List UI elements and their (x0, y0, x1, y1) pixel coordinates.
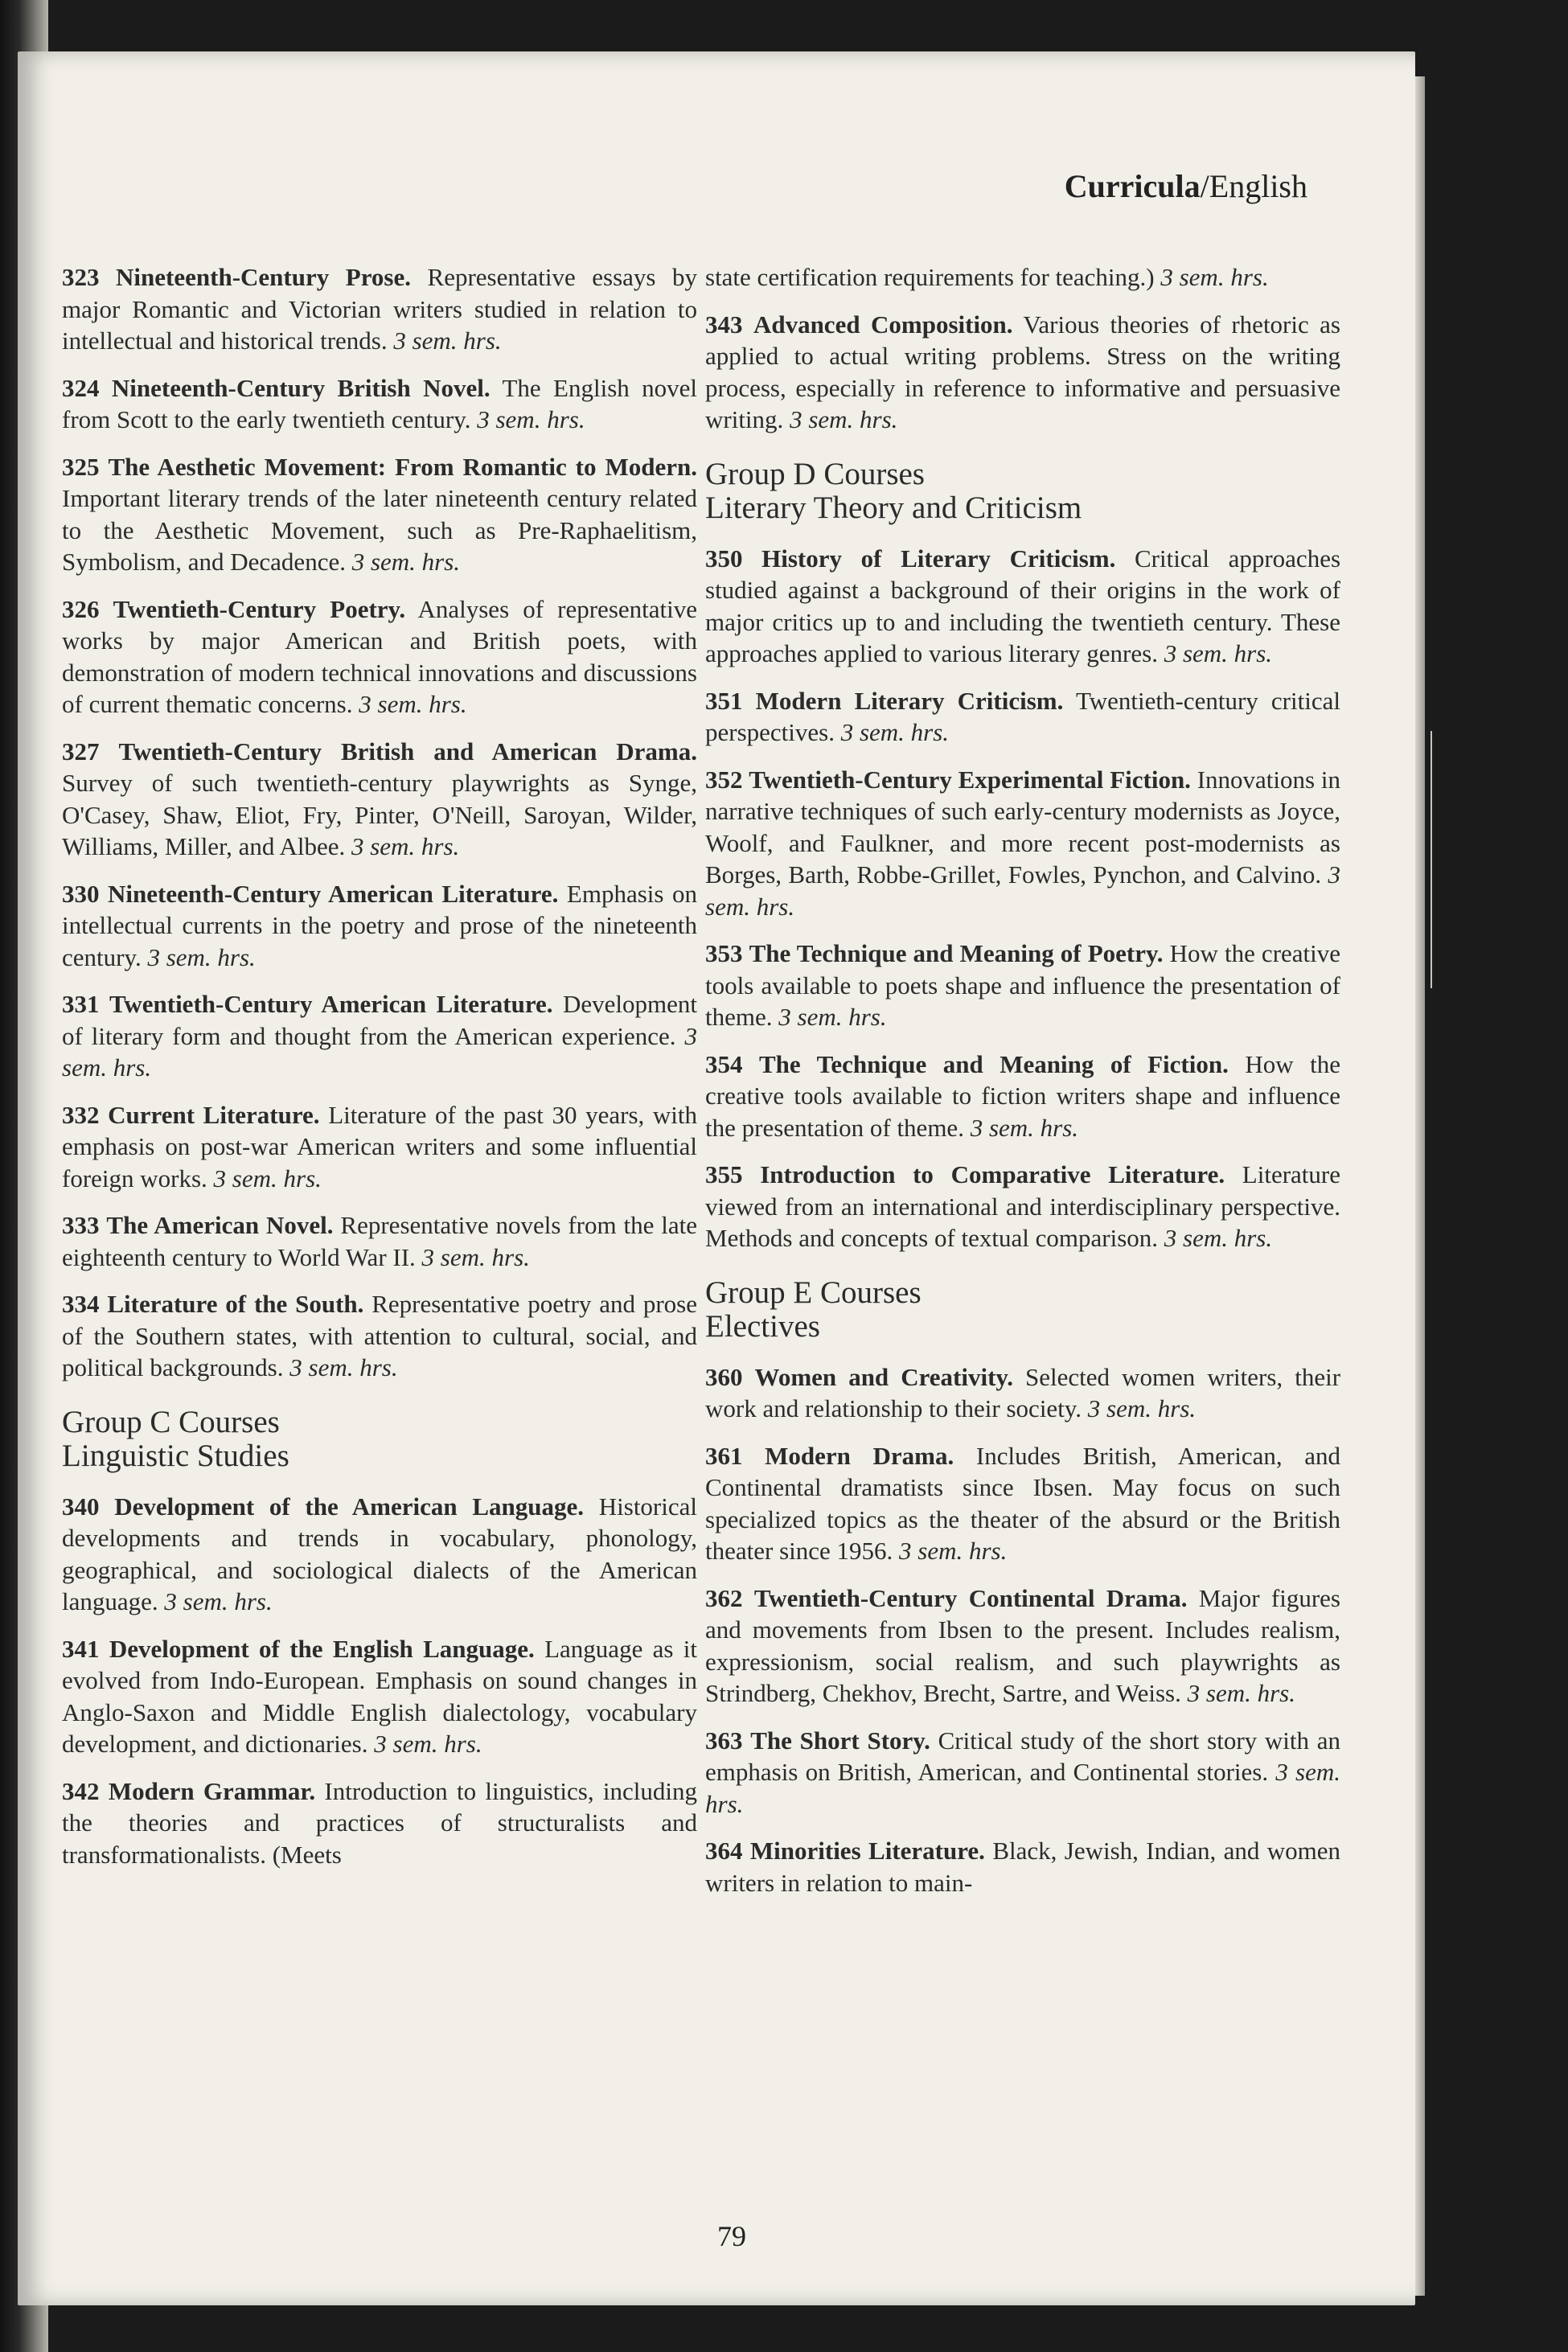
course-number: 353 (705, 939, 743, 967)
course-title: The American Novel. (106, 1211, 334, 1239)
course-number: 363 (705, 1726, 743, 1755)
course-hours: 3 sem. hrs. (289, 1353, 398, 1381)
course-hours: 3 sem. hrs. (164, 1587, 273, 1615)
course-entry (705, 1835, 1340, 1898)
course-number: 342 (62, 1776, 100, 1805)
course-number: 354 (705, 1049, 743, 1078)
course-entry (705, 1582, 1340, 1710)
group-heading-line2: Electives (705, 1308, 820, 1344)
course-entry (62, 1633, 697, 1760)
course-description: Black, Jewish, Indian, and women writers in relation to main- (705, 1837, 1340, 1897)
course-title: Introduction to Comparative Literature. (760, 1160, 1225, 1188)
course-number: 325 (62, 452, 100, 481)
course-hours: 3 sem. hrs. (351, 832, 460, 860)
group-heading-line1: Group E Courses (705, 1275, 922, 1310)
course-description: Important literary trends of the later nineteenth century related to the Aesthetic Movement, such as Pre-Raphaelitism, Symbolism, and Decadence. (62, 484, 697, 576)
course-entry (62, 1099, 697, 1195)
group-heading-line1: Group C Courses (62, 1404, 280, 1439)
course-description: Literature viewed from an international and interdisciplinary perspective. Methods and concepts of textual comparison. (705, 1160, 1340, 1252)
course-description: Representative novels from the late eighteenth century to World War II. (62, 1211, 698, 1271)
course-hours: 3 sem. hrs. (421, 1242, 530, 1271)
group-heading (705, 458, 1340, 525)
course-entry (705, 938, 1340, 1033)
course-number: 361 (705, 1441, 743, 1470)
course-description: Introduction to linguistics, including the theories and practices of structuralists and transformationalists. (Meets (62, 1776, 698, 1869)
course-number: 362 (705, 1583, 743, 1612)
course-hours: 3 sem. hrs. (351, 548, 461, 576)
course-description: Includes British, American, and Continental dramatists since Ibsen. May focus on such specialized topics as the theater of the absurd or the British theater since 1956. (705, 1441, 1341, 1565)
course-title: Women and Creativity. (754, 1362, 1013, 1391)
course-entry (705, 1361, 1340, 1425)
course-entry (62, 1209, 697, 1273)
course-number: 333 (62, 1211, 100, 1239)
course-entry (705, 1049, 1340, 1144)
course-description: Major figures and movements from Ibsen to the present. Includes realism, expressionism, social realism, and such playwrights as Strindberg, Chekhov, Brecht, Sartre, and Weiss. (705, 1583, 1340, 1707)
course-entry (62, 593, 697, 720)
course-number: 326 (62, 594, 100, 623)
course-hours: 3 sem. hrs. (899, 1537, 1008, 1565)
course-hours: 3 sem. hrs. (477, 405, 585, 433)
course-number: 340 (62, 1492, 100, 1521)
course-hours: 3 sem. hrs. (790, 405, 898, 433)
course-title: Twentieth-Century Continental Drama. (753, 1583, 1188, 1612)
group-heading (705, 1276, 1340, 1344)
course-number: 350 (705, 544, 743, 573)
course-description: Selected women writers, their work and relationship to their society. (705, 1362, 1341, 1422)
course-entry (705, 1725, 1340, 1820)
page-edge (1415, 76, 1425, 2296)
page-number: 79 (717, 2220, 746, 2252)
course-number: 331 (62, 990, 100, 1018)
course-description: Innovations in narrative techniques of such early-century modernists as Joyce, Woolf, and Faulkner, and more recent post-modernists as Borges, Barth, Robbe-Grillet, Fowles, Pynchon, and Calvino. (705, 765, 1340, 889)
running-header: Curricula/English (1064, 168, 1307, 204)
course-description: Historical developments and trends in vocabulary, phonology, geographical, and sociological dialects of the American language. (62, 1492, 697, 1615)
course-entry (705, 261, 1340, 293)
course-number: 343 (705, 310, 743, 339)
course-hours: 3 sem. hrs. (705, 1758, 1341, 1818)
group-heading (62, 1406, 697, 1473)
course-title: The Aesthetic Movement: From Romantic to Modern. (108, 452, 697, 481)
course-title: The Technique and Meaning of Fiction. (758, 1049, 1229, 1078)
course-number: 332 (62, 1100, 100, 1129)
course-description: Analyses of representative works by major American and British poets, with demonstration of modern technical innovations and discussions of current thematic concerns. (62, 594, 697, 718)
course-hours: 3 sem. hrs. (1160, 263, 1269, 291)
margin-mark (1430, 731, 1432, 988)
course-hours: 3 sem. hrs. (1164, 639, 1273, 667)
course-description: state certification requirements for teaching.) (705, 263, 1155, 291)
group-heading-line2: Linguistic Studies (62, 1438, 289, 1473)
course-description: Language as it evolved from Indo-European. Emphasis on sound changes in Anglo-Saxon and Middle English dialectology, vocabulary development, and dictionaries. (62, 1634, 698, 1758)
course-title: Modern Drama. (765, 1441, 954, 1470)
course-title: Nineteenth-Century Prose. (116, 263, 411, 291)
course-title: Advanced Composition. (753, 310, 1013, 339)
course-hours: 3 sem. hrs. (840, 718, 950, 746)
course-number: 364 (705, 1837, 743, 1865)
header-section: Curricula (1064, 168, 1201, 204)
course-entry (62, 1491, 697, 1618)
course-entry (62, 1775, 697, 1871)
course-title: Modern Grammar. (108, 1776, 316, 1805)
course-hours: 3 sem. hrs. (1087, 1394, 1197, 1422)
course-hours: 3 sem. hrs. (970, 1113, 1079, 1142)
course-title: Twentieth-Century British and American Drama. (118, 737, 697, 766)
course-description: Literature of the past 30 years, with emphasis on post-war American writers and some influential foreign works. (62, 1100, 697, 1192)
course-entry (705, 1440, 1340, 1567)
course-number: 324 (62, 373, 100, 402)
course-description: Critical approaches studied against a background of their origins in the work of major critics up to and including the twentieth century. These approaches applied to various literary genres. (705, 544, 1341, 667)
course-description: Survey of such twentieth-century playwrights as Synge, O'Casey, Shaw, Eliot, Fry, Pinter, O'Neill, Saroyan, Wilder, Williams, Miller, and Albee. (62, 769, 697, 860)
course-description: Various theories of rhetoric as applied to actual writing problems. Stress on the writing process, especially in reference to informative and persuasive writing. (705, 310, 1340, 433)
course-title: Twentieth-Century Poetry. (113, 594, 406, 623)
group-heading-line1: Group D Courses (705, 456, 925, 491)
course-entry (705, 309, 1340, 436)
course-description: How the creative tools available to poets shape and influence the presentation of theme. (705, 939, 1341, 1031)
course-hours: 3 sem. hrs. (62, 1021, 697, 1082)
course-hours: 3 sem. hrs. (778, 1003, 887, 1031)
course-title: Nineteenth-Century American Literature. (108, 879, 559, 908)
course-hours: 3 sem. hrs. (359, 690, 467, 718)
course-number: 360 (705, 1362, 743, 1391)
course-entry (62, 261, 697, 357)
course-entry (62, 1288, 697, 1384)
course-number: 330 (62, 879, 100, 908)
course-description: Representative poetry and prose of the Southern states, with attention to cultural, social, and political backgrounds. (62, 1290, 697, 1381)
course-entry (705, 685, 1340, 749)
course-description: Critical study of the short story with an emphasis on British, American, and Continental stories. (705, 1726, 1341, 1786)
course-hours: 3 sem. hrs. (147, 942, 256, 971)
course-title: Minorities Literature. (749, 1837, 985, 1865)
course-number: 351 (705, 686, 743, 715)
course-hours: 3 sem. hrs. (393, 326, 502, 355)
course-entry (62, 988, 697, 1084)
course-title: Modern Literary Criticism. (755, 686, 1064, 715)
course-hours: 3 sem. hrs. (1164, 1224, 1273, 1252)
course-entry (705, 1159, 1340, 1254)
course-title: The Short Story. (750, 1726, 930, 1755)
course-title: Current Literature. (108, 1100, 320, 1129)
course-number: 323 (62, 263, 100, 291)
course-description: Twentieth-century critical perspectives. (705, 686, 1340, 746)
course-title: History of Literary Criticism. (761, 544, 1116, 573)
course-description: Development of literary form and thought from the American experience. (62, 990, 698, 1050)
course-hours: 3 sem. hrs. (374, 1730, 482, 1758)
course-title: Twentieth-Century Experimental Fiction. (749, 765, 1191, 794)
course-hours: 3 sem. hrs. (1187, 1679, 1295, 1707)
left-column (62, 261, 697, 1886)
course-hours: 3 sem. hrs. (705, 860, 1340, 921)
course-entry (62, 878, 697, 974)
course-title: The Technique and Meaning of Poetry. (749, 939, 1164, 967)
course-description: Emphasis on intellectual currents in the poetry and prose of the nineteenth century. (62, 879, 697, 971)
course-description: Representative essays by major Romantic and Victorian writers studied in relation to intellectual and historical trends. (62, 263, 698, 355)
course-entry (705, 543, 1340, 670)
course-title: Development of the American Language. (114, 1492, 585, 1521)
course-title: Nineteenth-Century British Novel. (111, 373, 491, 402)
course-title: Twentieth-Century American Literature. (109, 990, 553, 1018)
course-title: Literature of the South. (107, 1290, 364, 1318)
course-number: 327 (62, 737, 100, 766)
course-number: 341 (62, 1634, 100, 1663)
course-number: 334 (62, 1290, 100, 1318)
header-subject: English (1209, 168, 1307, 204)
course-entry (62, 736, 697, 863)
right-column (705, 261, 1340, 1914)
course-description: How the creative tools available to fiction writers shape and influence the presentation of theme. (705, 1049, 1340, 1142)
group-heading-line2: Literary Theory and Criticism (705, 490, 1082, 525)
course-hours: 3 sem. hrs. (213, 1164, 322, 1192)
course-number: 355 (705, 1160, 743, 1188)
course-entry (705, 764, 1340, 923)
course-entry (62, 372, 697, 436)
course-description: The English novel from Scott to the early twentieth century. (62, 373, 698, 433)
course-title: Development of the English Language. (109, 1634, 535, 1663)
course-number: 352 (705, 765, 743, 794)
course-entry (62, 451, 697, 578)
